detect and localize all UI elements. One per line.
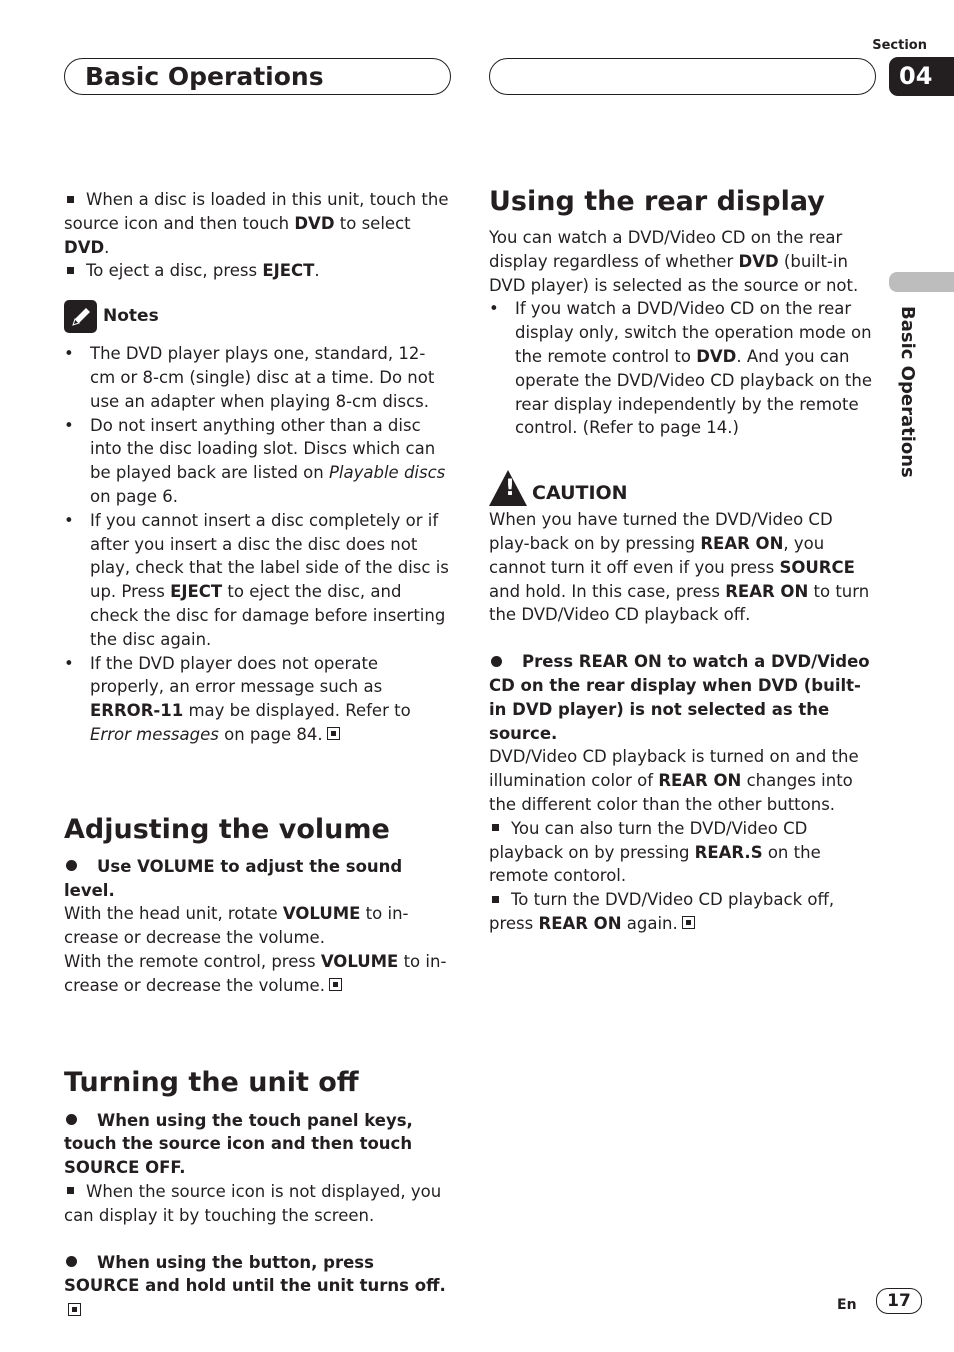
square-bullet-icon [67,267,74,274]
volume-step: Use VOLUME to adjust the sound level. [64,856,403,900]
end-mark-icon [68,1303,81,1316]
end-mark-icon [682,916,695,929]
header-title-pill [64,58,451,95]
volume-para-2: With the remote control, press VOLUME to in-crease or decrease the volume. [64,951,447,995]
square-bullet-icon [67,1187,74,1194]
language-code: En [837,1297,857,1313]
section-title-rear-display: Using the rear display [489,186,825,217]
volume-para-1: With the head unit, rotate VOLUME to in-crease or decrease the volume. [64,904,409,948]
rear-para-1: You can watch a DVD/Video CD on the rear display regardless of whether DVD (built-in DVD player) is selected as the source or not. [489,228,859,295]
square-bullet-icon [67,196,74,203]
rear-bullet-1: • If you watch a DVD/Video CD on the rear display only, switch the operation mode on the remote control to DVD. And you can operate the DVD/Video CD playback on the rear display independently by the remote control. (Refer to page 14.) [489,297,875,440]
note-item-3: • If you cannot insert a disc completely or if after you insert a disc the disc does not play, check that the label side of the disc is up. Press EJECT to eject the disc, and check the disc for damage before inserting the disc again. [64,509,450,652]
section-title-unit-off: Turning the unit off [64,1066,359,1098]
page-header-title: Basic Operations [85,62,324,91]
section-label: Section [872,38,927,53]
unit-off-step-1: When using the touch panel keys, touch the source icon and then touch SOURCE OFF. [64,1110,413,1178]
caution-text: When you have turned the DVD/Video CD play-back on by pressing REAR ON, you cannot turn it off even if you press SOURCE and hold. In this case, press REAR ON to turn the DVD/Video CD playback off. [489,510,870,625]
square-bullet-icon [492,896,499,903]
end-mark-icon [329,978,342,991]
rear-note-2: To turn the DVD/Video CD playback off, press REAR ON again. [489,890,835,933]
side-tab-label: Basic Operations [897,306,918,478]
warning-triangle-icon: ! [489,470,527,506]
section-title-volume: Adjusting the volume [64,813,390,845]
unit-off-note: When the source icon is not displayed, you can display it by touching the screen. [64,1181,442,1225]
rear-para-2: DVD/Video CD playback is turned on and the illumination color of REAR ON changes into the different color than the other buttons. [489,747,859,814]
note-item-4: • If the DVD player does not operate properly, an error message such as ERROR-11 may be displayed. Refer to Error messages on page 84. [64,652,450,747]
rear-note-1: You can also turn the DVD/Video CD playback on by pressing REAR.S on the remote contorol. [489,818,821,886]
round-bullet-icon [66,1114,77,1125]
note-item-1: • The DVD player plays one, standard, 12-cm or 8-cm (single) disc at a time. Do not use an adapter when playing 8-cm discs. [64,342,450,413]
left-column [64,188,450,1322]
side-tab-marker [889,272,954,292]
section-number-tab: 04 [889,57,954,96]
round-bullet-icon [66,1256,77,1267]
intro-line-2: To eject a disc, press EJECT. [64,259,450,283]
notes-heading: Notes [64,300,450,333]
rear-step: Press REAR ON to watch a DVD/Video CD on the rear display when DVD (built-in DVD player) is not selected as the source. [489,652,870,743]
caution-heading: ! CAUTION [489,470,875,506]
round-bullet-icon [66,860,77,871]
square-bullet-icon [492,824,499,831]
note-item-2: • Do not insert anything other than a disc into the disc loading slot. Discs which can be played back are listed on Playable discs on page 6. [64,414,450,509]
intro-line-1: When a disc is loaded in this unit, touch the source icon and then touch DVD to select DVD. [64,190,449,257]
page-number: 17 [876,1288,922,1314]
pencil-note-icon [64,300,97,333]
end-mark-icon [327,727,340,740]
right-column [489,185,875,936]
header-empty-pill [489,58,876,95]
unit-off-step-2: When using the button, press SOURCE and hold until the unit turns off. [64,1251,450,1322]
round-bullet-icon [491,656,502,667]
